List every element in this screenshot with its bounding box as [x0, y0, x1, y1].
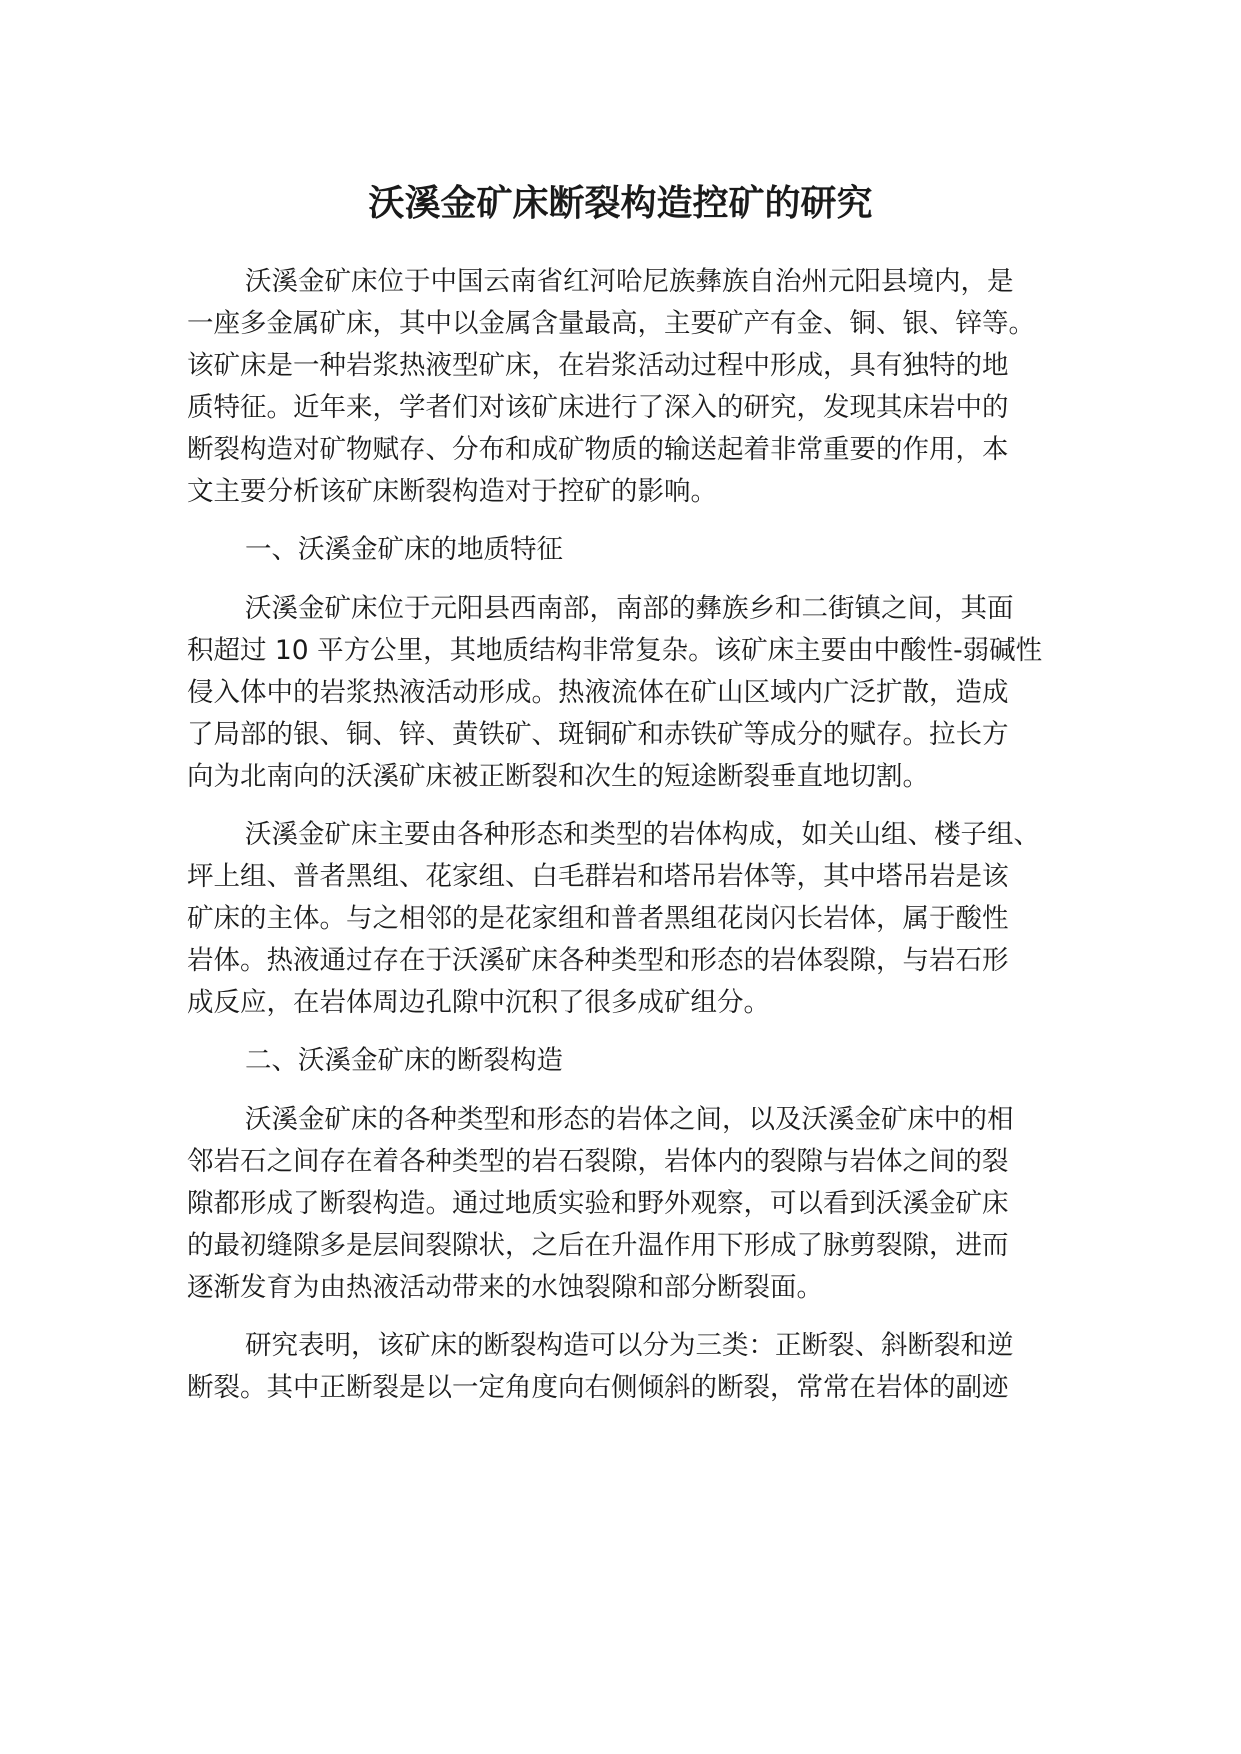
text-line: 沃溪金矿床位于元阳县西南部，南部的彝族乡和二街镇之间，其面 [245, 593, 1014, 624]
text-line: 岩体。热液通过存在于沃溪矿床各种类型和形态的岩体裂隙，与岩石形 [187, 945, 1009, 976]
text-line: 逐渐发育为由热液活动带来的水蚀裂隙和部分断裂面。 [187, 1272, 823, 1303]
text-line: 沃溪金矿床位于中国云南省红河哈尼族彝族自治州元阳县境内，是 [245, 266, 1014, 297]
section-heading: 一、沃溪金矿床的地质特征 [245, 534, 563, 565]
text-line: 断裂。其中正断裂是以一定角度向右侧倾斜的断裂，常常在岩体的副迹 [187, 1372, 1009, 1403]
text-line: 坪上组、普者黑组、花家组、白毛群岩和塔吊岩体等，其中塔吊岩是该 [187, 861, 1009, 892]
section-heading: 二、沃溪金矿床的断裂构造 [245, 1045, 563, 1076]
text-line: 积超过 10 平方公里，其地质结构非常复杂。该矿床主要由中酸性-弱碱性 [187, 635, 1043, 666]
text-line: 沃溪金矿床的各种类型和形态的岩体之间，以及沃溪金矿床中的相 [245, 1104, 1014, 1135]
text-line: 邻岩石之间存在着各种类型的岩石裂隙，岩体内的裂隙与岩体之间的裂 [187, 1146, 1009, 1177]
text-line: 沃溪金矿床主要由各种形态和类型的岩体构成，如关山组、楼子组、 [245, 819, 1040, 850]
text-line: 一座多金属矿床，其中以金属含量最高，主要矿产有金、铜、银、锌等。 [187, 308, 1035, 339]
text-line: 文主要分析该矿床断裂构造对于控矿的影响。 [187, 476, 717, 507]
text-line: 的最初缝隙多是层间裂隙状，之后在升温作用下形成了脉剪裂隙，进而 [187, 1230, 1009, 1261]
text-line: 成反应，在岩体周边孔隙中沉积了很多成矿组分。 [187, 987, 770, 1018]
text-line: 研究表明，该矿床的断裂构造可以分为三类：正断裂、斜断裂和逆 [245, 1330, 1014, 1361]
text-line: 向为北南向的沃溪矿床被正断裂和次生的短途断裂垂直地切割。 [187, 761, 929, 792]
text-line: 侵入体中的岩浆热液活动形成。热液流体在矿山区域内广泛扩散，造成 [187, 677, 1009, 708]
text-line: 该矿床是一种岩浆热液型矿床，在岩浆活动过程中形成，具有独特的地 [187, 350, 1009, 381]
text-line: 矿床的主体。与之相邻的是花家组和普者黑组花岗闪长岩体，属于酸性 [187, 903, 1009, 934]
text-line: 质特征。近年来，学者们对该矿床进行了深入的研究，发现其床岩中的 [187, 392, 1009, 423]
text-line: 断裂构造对矿物赋存、分布和成矿物质的输送起着非常重要的作用，本 [187, 434, 1009, 465]
text-line: 隙都形成了断裂构造。通过地质实验和野外观察，可以看到沃溪金矿床 [187, 1188, 1009, 1219]
text-line: 了局部的银、铜、锌、黄铁矿、斑铜矿和赤铁矿等成分的赋存。拉长方 [187, 719, 1009, 750]
document-title: 沃溪金矿床断裂构造控矿的研究 [368, 183, 873, 224]
